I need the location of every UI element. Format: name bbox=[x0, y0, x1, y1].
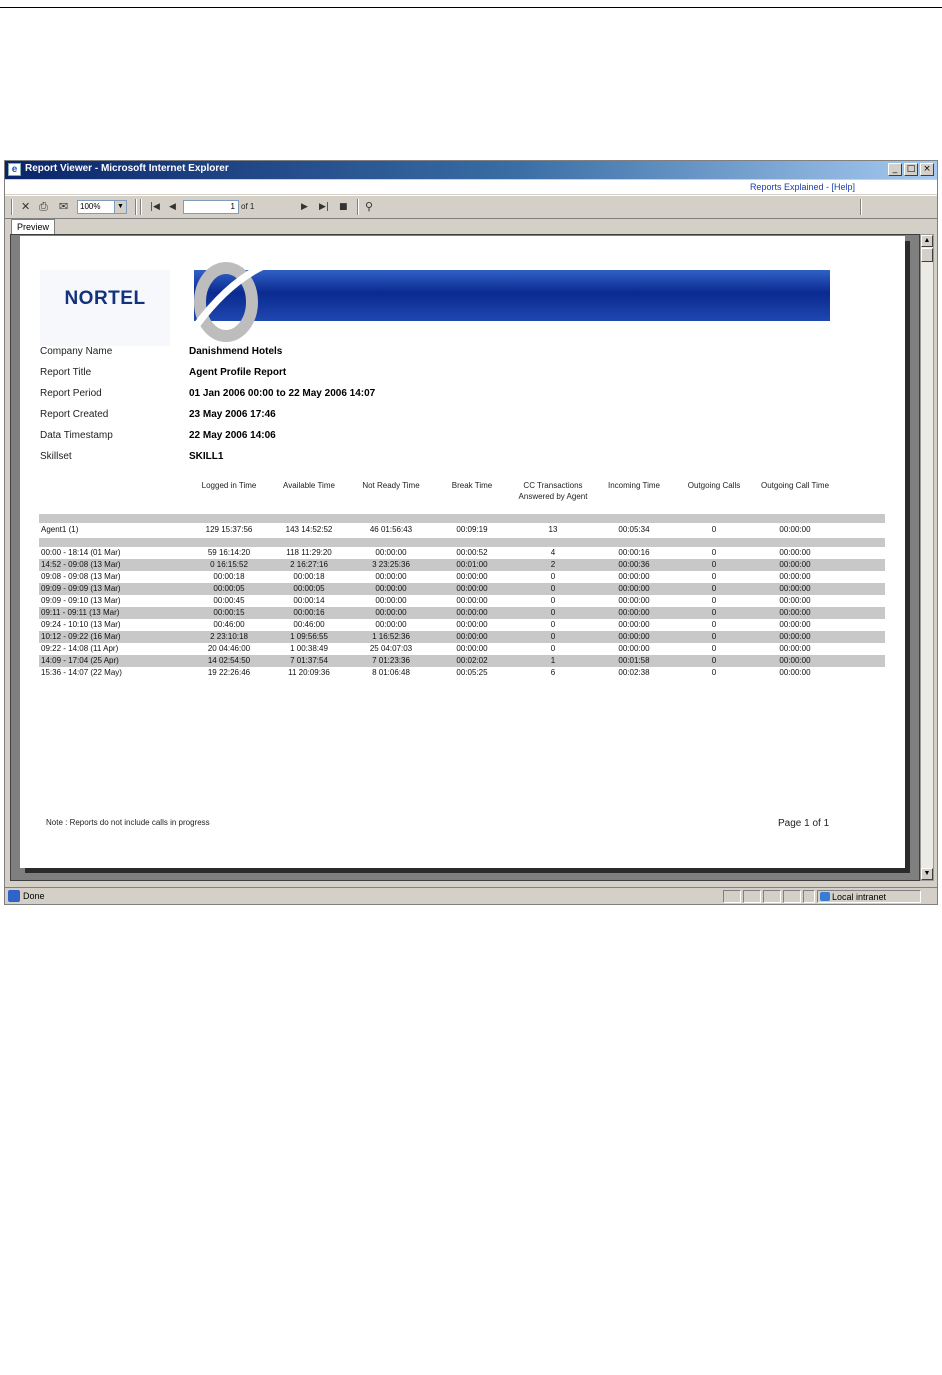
table-cell: 00:00:16 bbox=[618, 548, 650, 557]
info-value: 01 Jan 2006 00:00 to 22 May 2006 14:07 bbox=[189, 388, 376, 399]
header-banner bbox=[194, 270, 830, 321]
table-cell: 00:00:52 bbox=[456, 548, 488, 557]
table-cell: 00:00:18 bbox=[293, 572, 325, 581]
table-cell: 09:22 - 14:08 (11 Apr) bbox=[41, 644, 119, 653]
intranet-zone-icon bbox=[820, 892, 830, 901]
table-cell: 00:00:16 bbox=[293, 608, 325, 617]
status-cell bbox=[783, 890, 801, 903]
print-icon[interactable]: ⎙ bbox=[39, 200, 48, 213]
info-value: SKILL1 bbox=[189, 451, 224, 462]
tab-preview[interactable]: Preview bbox=[11, 219, 55, 235]
table-cell: 09:08 - 09:08 (13 Mar) bbox=[41, 572, 121, 581]
table-cell: 00:00:00 bbox=[456, 572, 488, 581]
table-cell: 00:09:19 bbox=[456, 525, 488, 534]
status-cell bbox=[723, 890, 741, 903]
stop-icon[interactable]: ■ bbox=[339, 202, 348, 212]
table-cell: 0 bbox=[711, 644, 717, 653]
table-cell: 00:00:00 bbox=[618, 632, 650, 641]
table-cell: 00:00:14 bbox=[293, 596, 325, 605]
search-icon[interactable]: ⚲ bbox=[365, 200, 374, 213]
table-cell: 0 bbox=[550, 620, 556, 629]
table-row bbox=[39, 655, 885, 667]
zone-label: Local intranet bbox=[832, 892, 887, 902]
table-cell: 00:00:00 bbox=[456, 608, 488, 617]
ie-icon: e bbox=[8, 163, 21, 176]
table-cell: 19 22:26:46 bbox=[207, 668, 251, 677]
table-cell: 143 14:52:52 bbox=[285, 525, 333, 534]
table-cell: 2 23:10:18 bbox=[210, 632, 248, 641]
column-header: Outgoing Call Time bbox=[760, 481, 830, 490]
table-cell: 00:00:00 bbox=[779, 644, 811, 653]
table-row bbox=[39, 619, 885, 631]
table-cell: 1 16:52:36 bbox=[372, 632, 410, 641]
table-cell: 0 bbox=[711, 525, 717, 534]
zoom-value: 100% bbox=[80, 202, 101, 211]
table-cell: 00:00:05 bbox=[293, 584, 325, 593]
table-cell: 00:46:00 bbox=[293, 620, 325, 629]
table-cell: 00:00:00 bbox=[456, 596, 488, 605]
reports-explained-link[interactable]: Reports Explained - [Help] bbox=[749, 182, 855, 192]
table-cell: 00:00:00 bbox=[375, 572, 407, 581]
column-header: Available Time bbox=[283, 481, 335, 490]
table-cell: Agent1 (1) bbox=[41, 525, 79, 534]
table-cell: 00:00:00 bbox=[779, 620, 811, 629]
table-row bbox=[39, 631, 885, 643]
table-cell: 00:01:00 bbox=[456, 560, 488, 569]
table-cell: 00:00:00 bbox=[375, 608, 407, 617]
table-cell: 00:00:05 bbox=[213, 584, 245, 593]
table-cell: 59 16:14:20 bbox=[207, 548, 251, 557]
table-cell: 00:00:00 bbox=[618, 620, 650, 629]
table-cell: 00:00:00 bbox=[618, 572, 650, 581]
table-row bbox=[39, 583, 885, 595]
table-cell: 00:00:45 bbox=[213, 596, 245, 605]
table-cell: 13 bbox=[548, 525, 558, 534]
table-cell: 3 23:25:36 bbox=[372, 560, 410, 569]
first-page-icon[interactable]: |◀ bbox=[150, 202, 160, 212]
table-row bbox=[39, 571, 885, 583]
minimize-button[interactable]: _ bbox=[888, 163, 902, 176]
table-cell: 14:09 - 17:04 (25 Apr) bbox=[41, 656, 119, 665]
page-number-input[interactable]: 1 bbox=[183, 200, 239, 214]
table-cell: 00:05:34 bbox=[618, 525, 650, 534]
zoom-select[interactable] bbox=[77, 200, 127, 214]
table-cell: 0 bbox=[711, 668, 717, 677]
table-cell: 1 09:56:55 bbox=[290, 632, 328, 641]
table-cell: 0 bbox=[711, 632, 717, 641]
table-cell: 1 00:38:49 bbox=[290, 644, 328, 653]
table-cell: 7 01:37:54 bbox=[290, 656, 328, 665]
table-cell: 0 bbox=[711, 548, 717, 557]
page-done-icon bbox=[8, 890, 20, 902]
agent-summary-row bbox=[39, 524, 885, 536]
page-label: Page 1 of 1 bbox=[778, 818, 830, 829]
table-cell: 00:00:00 bbox=[779, 548, 811, 557]
export-icon[interactable]: ✉ bbox=[59, 200, 69, 213]
info-label: Report Created bbox=[40, 409, 109, 420]
column-header: Outgoing Calls bbox=[687, 481, 741, 490]
table-cell: 10:12 - 09:22 (16 Mar) bbox=[41, 632, 121, 641]
table-cell: 09:09 - 09:10 (13 Mar) bbox=[41, 596, 121, 605]
close-report-icon[interactable]: ✕ bbox=[21, 200, 31, 213]
window-controls bbox=[888, 163, 934, 176]
table-cell: 00:00:00 bbox=[779, 572, 811, 581]
status-text: Done bbox=[23, 891, 45, 901]
maximize-button[interactable]: □ bbox=[904, 163, 918, 176]
status-cell bbox=[803, 890, 815, 903]
table-cell: 0 bbox=[711, 656, 717, 665]
table-cell: 0 bbox=[550, 632, 556, 641]
table-cell: 0 bbox=[711, 572, 717, 581]
table-cell: 20 04:46:00 bbox=[207, 644, 251, 653]
table-cell: 00:02:38 bbox=[618, 668, 650, 677]
table-cell: 0 bbox=[711, 608, 717, 617]
toolbar-separator bbox=[135, 199, 137, 215]
table-cell: 00:00:00 bbox=[375, 548, 407, 557]
last-page-icon[interactable]: ▶| bbox=[319, 202, 329, 212]
status-cell bbox=[743, 890, 761, 903]
info-label: Skillset bbox=[40, 451, 72, 462]
table-cell: 14:52 - 09:08 (13 Mar) bbox=[41, 560, 121, 569]
table-cell: 00:00:00 bbox=[779, 596, 811, 605]
report-page bbox=[20, 236, 905, 868]
column-header: Logged in Time bbox=[201, 481, 257, 490]
table-cell: 00:00:00 bbox=[456, 644, 488, 653]
table-row bbox=[39, 547, 885, 559]
info-label: Company Name bbox=[40, 346, 113, 357]
info-value: 22 May 2006 14:06 bbox=[189, 430, 276, 441]
table-cell: 0 bbox=[711, 596, 717, 605]
table-cell: 46 01:56:43 bbox=[369, 525, 413, 534]
table-cell: 00:00:00 bbox=[375, 584, 407, 593]
info-value: 23 May 2006 17:46 bbox=[189, 409, 276, 420]
column-header: Not Ready Time bbox=[362, 481, 420, 490]
table-cell: 00:00:00 bbox=[456, 620, 488, 629]
table-cell: 0 bbox=[711, 560, 717, 569]
table-cell: 7 01:23:36 bbox=[372, 656, 410, 665]
table-cell: 25 04:07:03 bbox=[369, 644, 413, 653]
table-cell: 2 bbox=[550, 560, 556, 569]
toolbar-separator bbox=[357, 199, 359, 215]
next-page-icon[interactable]: ▶ bbox=[301, 202, 308, 212]
report-toolbar bbox=[5, 195, 937, 219]
table-cell: 0 bbox=[711, 584, 717, 593]
table-cell: 0 bbox=[711, 620, 717, 629]
report-note: Note : Reports do not include calls in progress bbox=[46, 818, 210, 827]
table-row bbox=[39, 559, 885, 571]
column-header: CC Transactions Answered by Agent bbox=[518, 481, 588, 501]
info-label: Report Title bbox=[40, 367, 92, 378]
table-cell: 00:00:00 bbox=[618, 644, 650, 653]
agent-divider-band bbox=[39, 538, 885, 547]
table-cell: 00:00:00 bbox=[779, 668, 811, 677]
column-header: Break Time bbox=[451, 481, 493, 490]
table-cell: 4 bbox=[550, 548, 556, 557]
document-top-rule bbox=[0, 7, 942, 8]
table-cell: 00:05:25 bbox=[456, 668, 488, 677]
table-cell: 00:46:00 bbox=[213, 620, 245, 629]
previous-page-icon[interactable]: ◀ bbox=[169, 202, 176, 212]
table-cell: 00:00:18 bbox=[213, 572, 245, 581]
close-button[interactable]: × bbox=[920, 163, 934, 176]
table-row bbox=[39, 595, 885, 607]
table-cell: 0 bbox=[550, 596, 556, 605]
help-bar bbox=[5, 180, 937, 194]
table-cell: 00:00 - 18:14 (01 Mar) bbox=[41, 548, 121, 557]
table-cell: 11 20:09:36 bbox=[288, 668, 330, 677]
table-cell: 129 15:37:56 bbox=[205, 525, 253, 534]
table-cell: 0 bbox=[550, 572, 556, 581]
vertical-scrollbar[interactable] bbox=[920, 234, 934, 881]
scroll-thumb[interactable] bbox=[921, 248, 933, 262]
table-cell: 00:00:00 bbox=[618, 596, 650, 605]
page-count: of 1 bbox=[241, 202, 255, 211]
table-cell: 09:09 - 09:09 (13 Mar) bbox=[41, 584, 121, 593]
info-value: Agent Profile Report bbox=[189, 367, 287, 378]
table-cell: 00:00:00 bbox=[456, 632, 488, 641]
table-row bbox=[39, 667, 885, 679]
table-cell: 00:00:00 bbox=[779, 584, 811, 593]
table-cell: 0 16:15:52 bbox=[210, 560, 248, 569]
table-cell: 0 bbox=[550, 608, 556, 617]
table-cell: 00:01:58 bbox=[618, 656, 650, 665]
info-value: Danishmend Hotels bbox=[189, 346, 283, 357]
table-row bbox=[39, 607, 885, 619]
table-cell: 00:00:15 bbox=[213, 608, 245, 617]
table-cell: 1 bbox=[550, 656, 556, 665]
table-cell: 2 16:27:16 bbox=[290, 560, 328, 569]
table-cell: 09:11 - 09:11 (13 Mar) bbox=[41, 608, 120, 617]
table-cell: 8 01:06:48 bbox=[372, 668, 410, 677]
table-cell: 00:00:00 bbox=[779, 560, 811, 569]
toolbar-separator bbox=[860, 199, 862, 215]
table-cell: 00:00:00 bbox=[375, 620, 407, 629]
table-cell: 00:00:00 bbox=[779, 525, 811, 534]
scroll-up-icon[interactable]: ▲ bbox=[921, 235, 933, 247]
table-cell: 00:00:00 bbox=[618, 584, 650, 593]
table-cell: 00:00:00 bbox=[456, 584, 488, 593]
table-cell: 0 bbox=[550, 584, 556, 593]
table-cell: 00:02:02 bbox=[456, 656, 488, 665]
header-divider-band bbox=[39, 514, 885, 523]
table-cell: 118 11:29:20 bbox=[286, 548, 332, 557]
info-label: Data Timestamp bbox=[40, 430, 113, 441]
table-row bbox=[39, 643, 885, 655]
status-bar bbox=[5, 887, 937, 905]
info-label: Report Period bbox=[40, 388, 102, 399]
table-cell: 09:24 - 10:10 (13 Mar) bbox=[41, 620, 121, 629]
window-title: Report Viewer - Microsoft Internet Explorer bbox=[25, 163, 229, 174]
table-cell: 00:00:36 bbox=[618, 560, 650, 569]
security-zone bbox=[817, 890, 921, 903]
title-bar bbox=[5, 161, 937, 179]
chevron-down-icon[interactable]: ▼ bbox=[114, 201, 126, 213]
status-cell bbox=[763, 890, 781, 903]
table-cell: 00:00:00 bbox=[779, 656, 811, 665]
toolbar-separator bbox=[11, 199, 13, 215]
table-cell: 00:00:00 bbox=[779, 632, 811, 641]
table-cell: 15:36 - 14:07 (22 May) bbox=[41, 668, 122, 677]
logo-area bbox=[40, 270, 170, 346]
table-cell: 0 bbox=[550, 644, 556, 653]
column-header: Incoming Time bbox=[607, 481, 661, 490]
nortel-logo: NORTEL bbox=[64, 288, 146, 309]
table-cell: 6 bbox=[550, 668, 556, 677]
scroll-down-icon[interactable]: ▼ bbox=[921, 868, 933, 880]
table-cell: 14 02:54:50 bbox=[207, 656, 251, 665]
table-cell: 00:00:00 bbox=[618, 608, 650, 617]
globe-logo-icon bbox=[190, 260, 270, 346]
table-cell: 00:00:00 bbox=[375, 596, 407, 605]
viewer-tabs bbox=[5, 219, 937, 235]
toolbar-separator bbox=[140, 199, 142, 215]
table-cell: 00:00:00 bbox=[779, 608, 811, 617]
